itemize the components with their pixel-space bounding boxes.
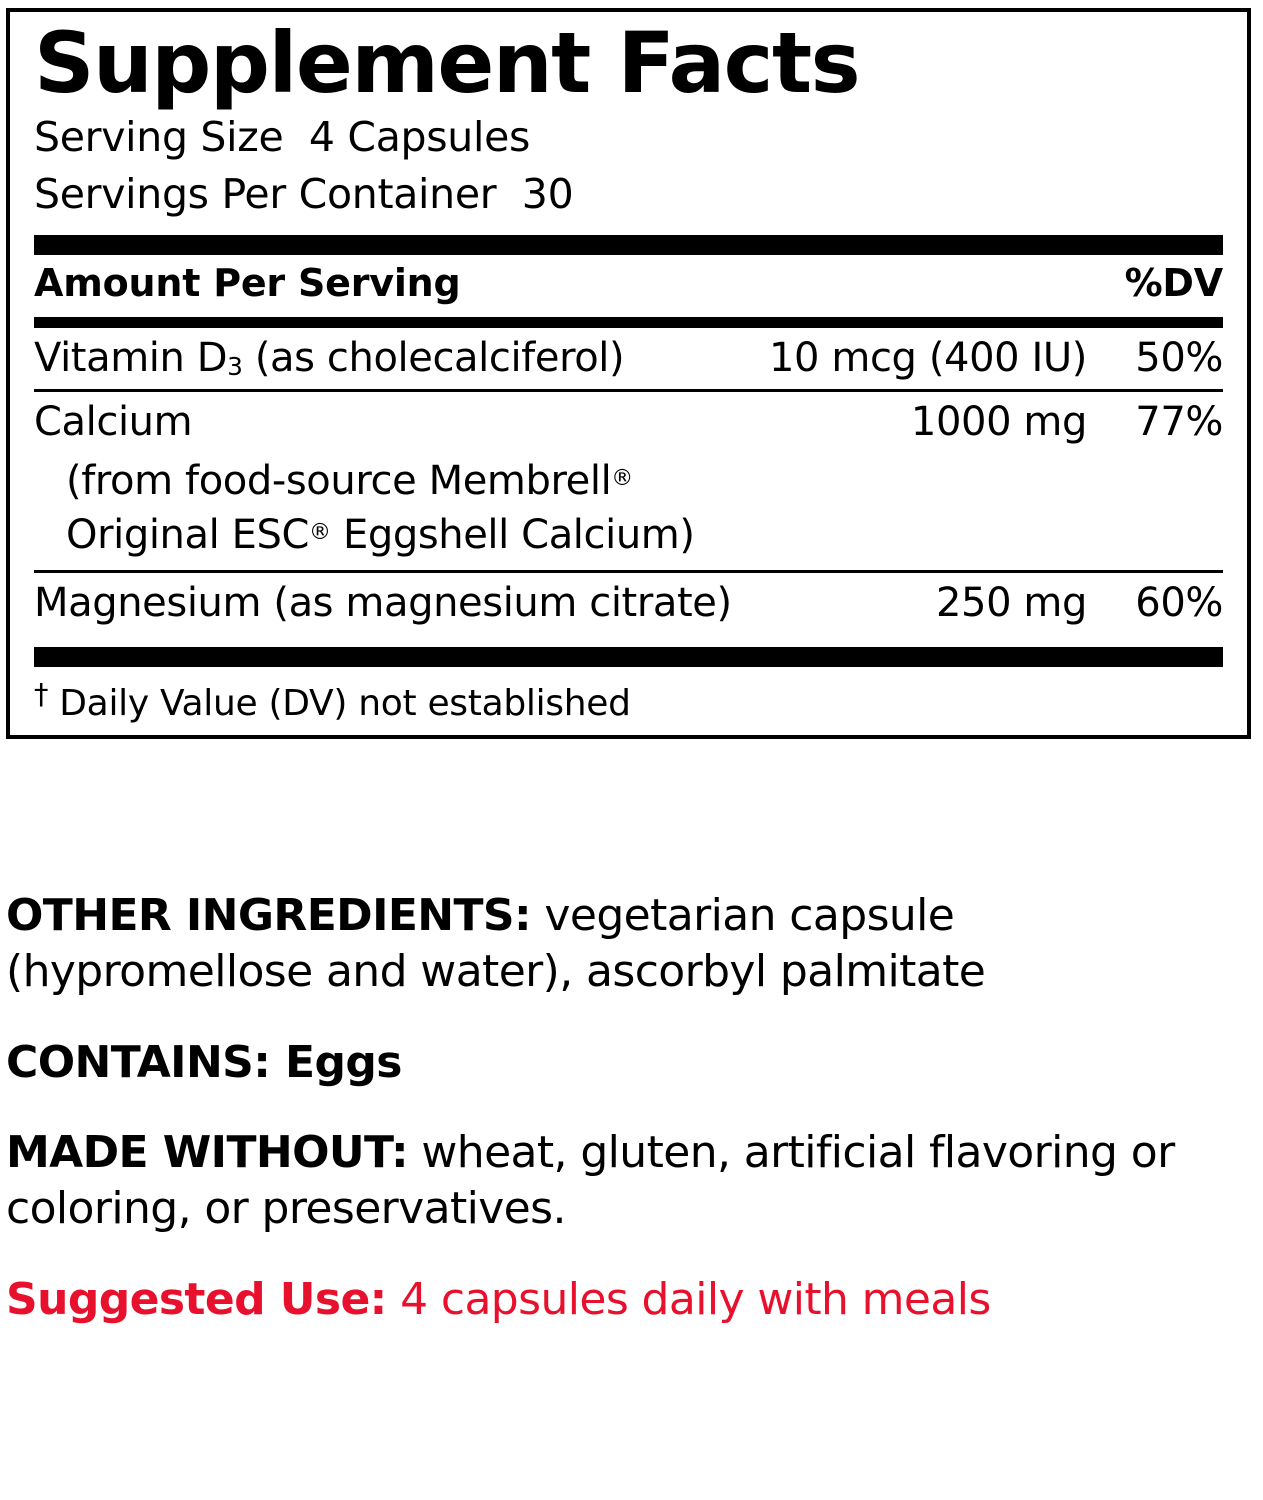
nutrient-name: Calcium: [34, 399, 193, 446]
suggested-use-paragraph: [6, 1272, 1256, 1328]
nutrient-dv: 60%: [1135, 580, 1223, 627]
amount-per-serving-header: Amount Per Serving: [34, 260, 461, 305]
contains-label: CONTAINS:: [6, 1036, 271, 1088]
nutrient-name-subscript: 3: [227, 351, 243, 381]
page-title: Supplement Facts: [34, 14, 860, 112]
table-row: [34, 392, 1223, 570]
servings-per-container-value: 30: [521, 169, 574, 218]
serving-size-value: 4 Capsules: [308, 113, 531, 162]
dv-header: %DV: [1124, 260, 1223, 305]
divider-thick-top: [34, 235, 1223, 255]
registered-trademark-icon: ®: [309, 519, 331, 545]
suggested-use-label: Suggested Use:: [6, 1273, 387, 1325]
made-without-text: wheat, gluten, artificial flavoring or coloring, or preservatives.: [6, 1126, 1175, 1235]
amount-per-serving-header-row: [34, 255, 1223, 313]
nutrient-name-post: (as cholecalciferol): [242, 334, 625, 381]
serving-size-line: [34, 109, 1223, 166]
footnote: [34, 667, 1223, 725]
suggested-use-text: 4 capsules daily with meals: [386, 1273, 991, 1325]
servings-per-container-label: Servings Per Container: [34, 169, 497, 218]
nutrient-source-line-1: [34, 454, 1223, 508]
serving-size-label: Serving Size: [34, 113, 284, 162]
made-without-paragraph: [6, 1125, 1256, 1238]
source-text-1: (from food-source Membrell: [66, 458, 612, 505]
nutrient-source-line-2: [34, 508, 1223, 562]
label-details: [6, 888, 1256, 1328]
footnote-text: Daily Value (DV) not established: [59, 682, 631, 724]
nutrient-name-pre: Vitamin D: [34, 334, 228, 381]
contains-paragraph: [6, 1035, 1256, 1091]
registered-trademark-icon: ®: [611, 465, 633, 491]
servings-per-container-line: [34, 166, 1223, 223]
other-ingredients-label: OTHER INGREDIENTS:: [6, 890, 532, 941]
nutrient-name: Magnesium (as magnesium citrate): [34, 580, 732, 627]
table-row: [34, 328, 1223, 390]
divider-medium: [34, 317, 1223, 328]
nutrient-amount: 1000 mg: [910, 399, 1087, 446]
source-text-3: Eggshell Calcium): [330, 512, 695, 559]
table-row: [34, 573, 1223, 635]
nutrient-dv: 50%: [1135, 334, 1223, 381]
nutrient-amount: 10 mcg (400 IU): [768, 334, 1087, 381]
made-without-label: MADE WITHOUT:: [6, 1126, 409, 1178]
divider-thick-bottom: [34, 647, 1223, 667]
dagger-icon: †: [34, 676, 49, 711]
nutrient-main-line: [34, 392, 1223, 454]
nutrient-name: [34, 334, 769, 383]
source-text-2: Original ESC: [66, 512, 310, 559]
contains-text: Eggs: [270, 1036, 402, 1088]
nutrient-amount: 250 mg: [935, 580, 1087, 627]
other-ingredients-text: vegetarian capsule (hypromellose and water), ascorbyl palmitate: [6, 890, 986, 998]
supplement-facts-panel: [6, 8, 1251, 739]
nutrient-dv: 77%: [1135, 399, 1223, 446]
other-ingredients-paragraph: [6, 888, 1256, 1001]
